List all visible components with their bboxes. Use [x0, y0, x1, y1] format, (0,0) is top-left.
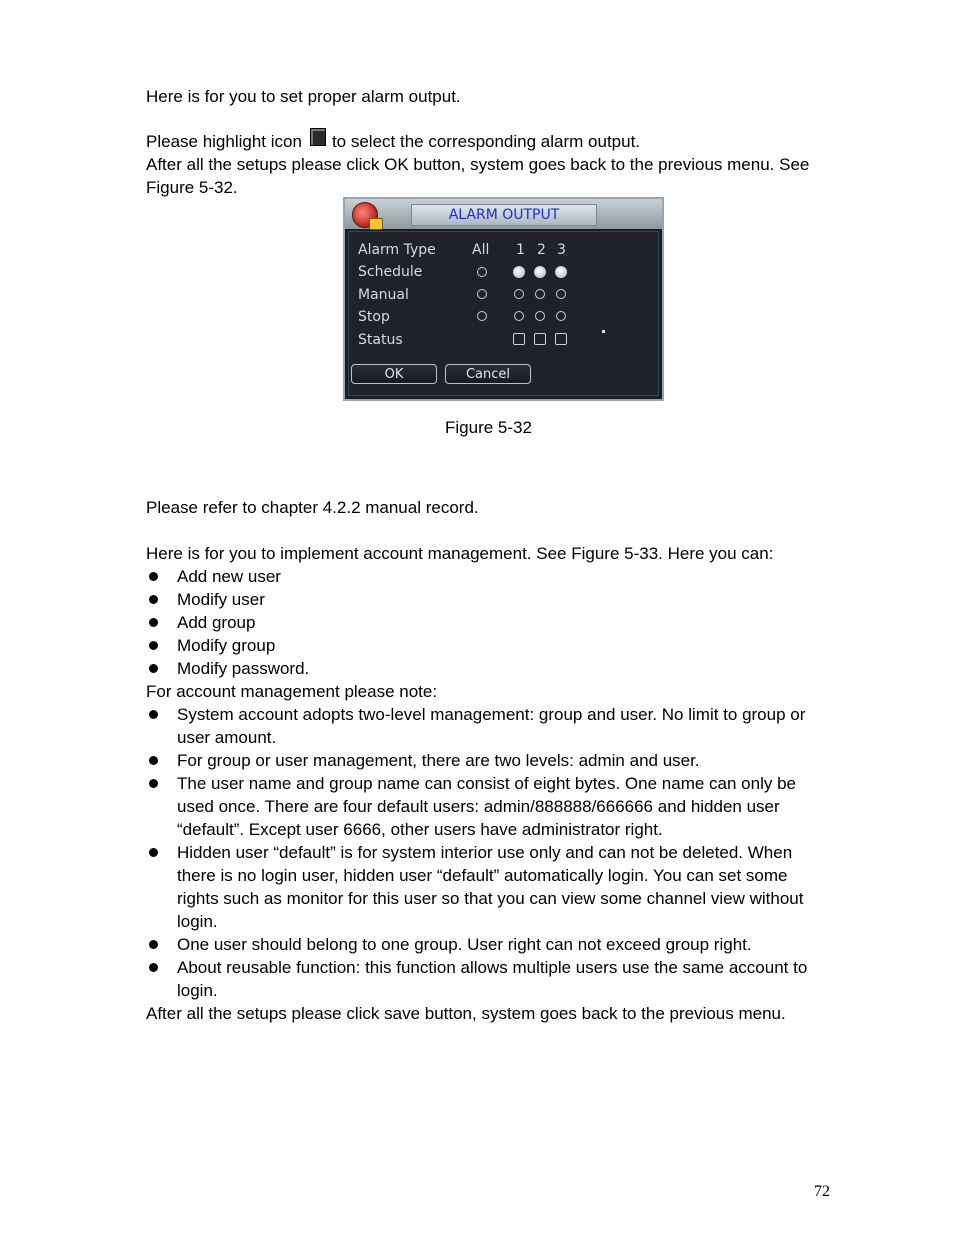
dialog-header — [345, 199, 662, 229]
bullet-icon — [149, 940, 158, 949]
list-item — [146, 565, 846, 588]
stop-2-radio[interactable] — [535, 311, 545, 321]
column-header-2: 2 — [537, 242, 546, 258]
list-item-line: used once. There are four default users: admin/888888/666666 and hidden user — [177, 797, 780, 816]
column-header-all: All — [472, 242, 490, 258]
list-item-line: The user name and group name can consist of eight bytes. One name can only be — [177, 774, 796, 793]
alarm-output-dialog — [343, 197, 664, 401]
stop-3-radio[interactable] — [556, 311, 566, 321]
schedule-all-radio[interactable] — [477, 267, 487, 277]
list-item — [146, 749, 846, 772]
column-header-1: 1 — [516, 242, 525, 258]
cancel-button[interactable]: Cancel — [445, 364, 531, 384]
mouse-cursor-icon — [602, 330, 605, 333]
list-item-text: Add new user — [177, 567, 281, 586]
row-label-manual: Manual — [358, 287, 409, 303]
list-item-line: user amount. — [177, 728, 277, 747]
manual-3-radio[interactable] — [556, 289, 566, 299]
list-item — [146, 657, 846, 680]
list-item — [146, 703, 846, 749]
row-label-schedule: Schedule — [358, 264, 423, 280]
schedule-3-radio[interactable] — [555, 266, 567, 278]
intro-paragraph: Here is for you to set proper alarm output. — [146, 87, 461, 106]
bullet-icon — [149, 595, 158, 604]
row-label-stop: Stop — [358, 309, 390, 325]
dialog-title: ALARM OUTPUT — [411, 204, 597, 226]
list-item — [146, 933, 846, 956]
bullet-icon — [149, 641, 158, 650]
ok-button[interactable]: OK — [351, 364, 437, 384]
list-item-text: Modify password. — [177, 659, 310, 678]
list-item — [146, 841, 846, 933]
highlight-text-after: to select the corresponding alarm output. — [331, 132, 641, 151]
highlight-icon-paragraph — [146, 128, 640, 153]
highlight-text-before: Please highlight icon — [146, 132, 302, 151]
bullet-icon — [149, 618, 158, 627]
list-item-line: Hidden user “default” is for system interior use only and can not be deleted. When — [177, 843, 793, 862]
stop-1-radio[interactable] — [514, 311, 524, 321]
list-item — [146, 956, 846, 1002]
status-1-indicator — [513, 333, 525, 345]
page-number: 72 — [814, 1183, 830, 1200]
list-item — [146, 611, 846, 634]
account-intro-paragraph: Here is for you to implement account management. See Figure 5-33. Here you can: — [146, 544, 774, 563]
bullet-icon — [149, 963, 158, 972]
list-item-line: there is no login user, hidden user “default” automatically login. You can set some — [177, 866, 788, 885]
schedule-1-radio[interactable] — [513, 266, 525, 278]
bullet-icon — [149, 572, 158, 581]
note-heading: For account management please note: — [146, 682, 438, 701]
manual-1-radio[interactable] — [514, 289, 524, 299]
dvr-logo-icon — [352, 202, 378, 228]
list-item-line: login. — [177, 912, 218, 931]
manual-2-radio[interactable] — [535, 289, 545, 299]
figure-caption: Figure 5-32 — [445, 418, 532, 437]
status-2-indicator — [534, 333, 546, 345]
dialog-body — [348, 231, 659, 396]
manual-all-radio[interactable] — [477, 289, 487, 299]
column-header-3: 3 — [557, 242, 566, 258]
list-item-line: rights such as monitor for this user so that you can view some channel view without — [177, 889, 804, 908]
row-label-status: Status — [358, 332, 403, 348]
status-3-indicator — [555, 333, 567, 345]
setup-paragraph-line1: After all the setups please click OK button, system goes back to the previous menu. See — [146, 155, 810, 174]
list-item-line: About reusable function: this function allows multiple users use the same account to — [177, 958, 808, 977]
stop-all-radio[interactable] — [477, 311, 487, 321]
highlight-square-icon — [310, 128, 326, 146]
manual-record-paragraph: Please refer to chapter 4.2.2 manual record. — [146, 498, 479, 517]
list-item-text: Modify group — [177, 636, 276, 655]
bullet-icon — [149, 664, 158, 673]
final-paragraph: After all the setups please click save button, system goes back to the previous menu. — [146, 1004, 786, 1023]
list-item-text: Modify user — [177, 590, 265, 609]
list-item-text: Add group — [177, 613, 256, 632]
list-item-line: For group or user management, there are two levels: admin and user. — [177, 751, 700, 770]
bullet-icon — [149, 756, 158, 765]
list-item — [146, 634, 846, 657]
bullet-icon — [149, 848, 158, 857]
list-item-line: login. — [177, 981, 218, 1000]
list-item — [146, 772, 846, 841]
row-label-alarm-type: Alarm Type — [358, 242, 436, 258]
setup-paragraph-line2: Figure 5-32. — [146, 178, 238, 197]
list-item — [146, 588, 846, 611]
schedule-2-radio[interactable] — [534, 266, 546, 278]
list-item-line: “default”. Except user 6666, other users have administrator right. — [177, 820, 663, 839]
bullet-icon — [149, 779, 158, 788]
list-item-line: System account adopts two-level management: group and user. No limit to group or — [177, 705, 806, 724]
bullet-icon — [149, 710, 158, 719]
account-section — [146, 565, 846, 1025]
list-item-line: One user should belong to one group. User right can not exceed group right. — [177, 935, 752, 954]
